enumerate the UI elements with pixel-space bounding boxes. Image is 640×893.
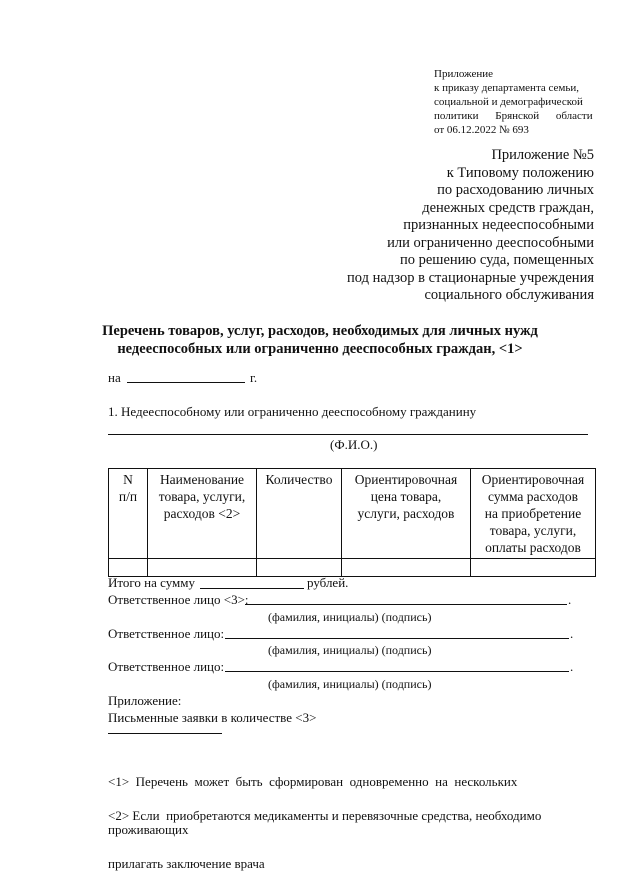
appendix-header-line: признанных недееспособными [403,217,594,233]
table-cell[interactable] [109,559,148,577]
footnote-line: проживающих [108,822,189,837]
responsible-end-dot: . [568,592,572,607]
appendix-header-line: по расходованию личных [437,182,594,198]
approval-header-line: политики Брянской области [434,110,593,122]
appendix-header-line: к Типовому положению [446,164,594,181]
responsible-caption: (фамилия, инициалы) (подпись) [268,677,432,691]
responsible-end-dot: . [570,659,574,674]
table-row [109,559,596,577]
appendix-text: Письменные заявки в количестве <3> [108,710,317,725]
header-cell-name: Наименование товара, услуги, расходов <2> [148,469,257,559]
section-1-text: 1. Недееспособному или ограниченно дееспособному гражданину [108,404,477,419]
appendix-header-line: Приложение №5 [491,147,594,163]
responsible-blank-line [225,671,569,672]
responsible-caption: (фамилия, инициалы) (подпись) [268,643,432,657]
footnote-line: <1> Перечень может быть сформирован одновременно на нескольких [108,774,518,789]
approval-header-line: к приказу департамента семьи, [434,82,580,94]
appendix-label: Приложение: [108,693,182,708]
document-title-line: недееспособных или ограниченно дееспособных граждан, <1> [117,341,523,357]
appendix-header-line: по решению суда, помещенных [399,252,594,268]
total-prefix: Итого на сумму [108,575,196,590]
responsible-label: Ответственное лицо <3>: [108,592,249,607]
header-cell-price: Ориентировочная цена товара, услуги, расходов [342,469,471,559]
table-cell[interactable] [257,559,342,577]
total-blank-line [200,588,304,589]
table-header-row [109,469,596,559]
responsible-end-dot: . [570,626,574,641]
appendix-header [347,147,594,305]
footnote-line: <2> Если приобретаются медикаменты и перевязочные средства, необходимо [108,808,542,823]
responsible-label: Ответственное лицо: [108,659,225,674]
approval-header-line: от 06.12.2022 № 693 [434,124,529,136]
responsible-label: Ответственное лицо: [108,626,225,641]
table-cell[interactable] [148,559,257,577]
date-prefix: на [108,370,121,385]
footnote-2 [108,776,541,888]
table-cell[interactable] [471,559,596,577]
appendix-header-line: социального обслуживания [424,287,594,303]
footnote-separator [108,733,222,734]
items-table [108,468,596,577]
document-title-line: Перечень товаров, услуг, расходов, необходимых для личных нужд [102,323,538,339]
header-cell-number: N п/п [109,469,148,559]
table-cell[interactable] [342,559,471,577]
date-suffix: г. [250,370,258,385]
responsible-blank-line [245,604,567,605]
fio-blank-line [108,434,588,435]
responsible-blank-line [225,638,569,639]
appendix-header-line: под надзор в стационарные учреждения [347,269,594,286]
appendix-header-line: денежных средств граждан, [422,199,594,216]
fio-caption: (Ф.И.О.) [330,437,378,452]
approval-header [434,67,593,137]
header-cell-quantity: Количество [257,469,342,559]
footnote-line: прилагать заключение врача [108,856,265,871]
approval-header-line: Приложение [434,68,494,80]
total-suffix: рублей. [307,575,349,590]
header-cell-sum: Ориентировочная сумма расходов на приобретение товара, услуги, оплаты расходов [471,469,596,559]
document-title [0,322,640,358]
appendix-header-line: или ограниченно дееспособными [387,234,594,251]
approval-header-line: социальной и демографической [434,96,583,108]
date-blank-line [127,382,245,383]
responsible-caption: (фамилия, инициалы) (подпись) [268,610,432,624]
